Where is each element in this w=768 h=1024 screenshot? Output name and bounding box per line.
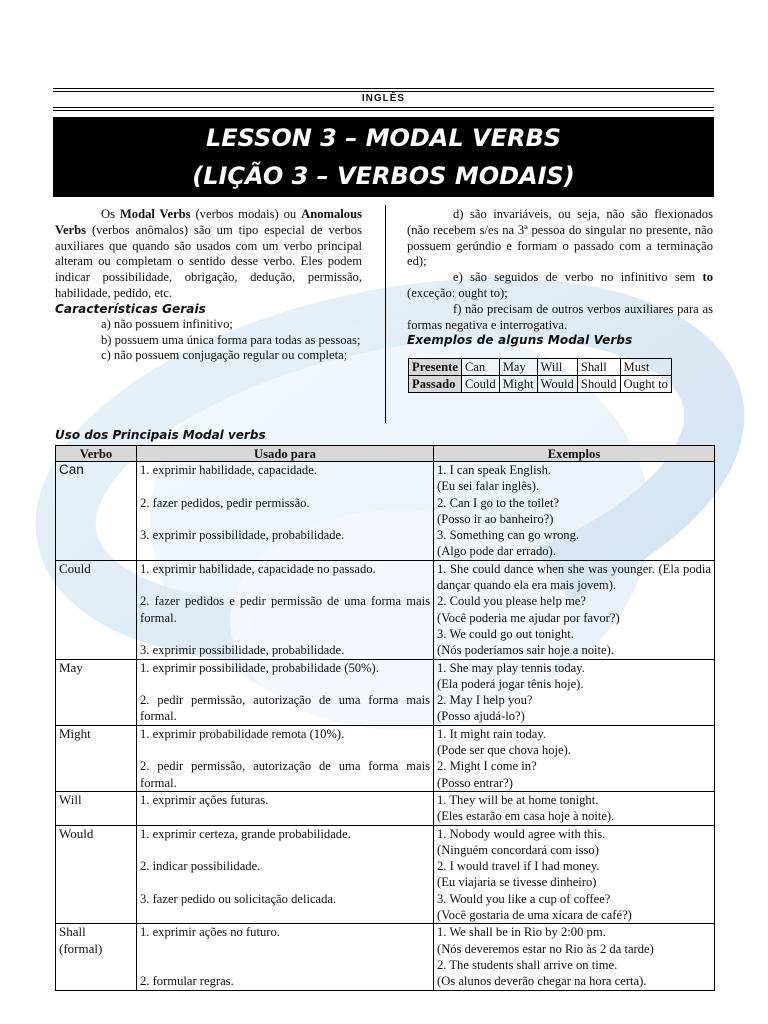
lesson-title: LESSON 3 – MODAL VERBS <box>205 124 562 152</box>
title-banner <box>53 117 714 197</box>
example-line: 3. Something can go wrong. <box>437 528 580 543</box>
use-item: 1. exprimir probabilidade remota (10%). <box>140 726 345 741</box>
column-header-uses: Usado para <box>137 446 434 462</box>
modal-usage-table <box>55 445 715 991</box>
char-e-text: e) são seguidos de verbo no infinitivo sem <box>453 270 703 285</box>
uses-cell <box>137 791 434 825</box>
example-line: 2. I would travel if I had money. <box>437 859 600 874</box>
uses-cell <box>137 725 434 791</box>
lesson-subtitle: (LIÇÃO 3 – VERBOS MODAIS) <box>192 162 575 190</box>
use-item: 1. exprimir possibilidade, probabilidade (50%). <box>140 660 379 675</box>
example-line: 2. May I help you? <box>437 693 533 708</box>
modal-cell: May <box>499 359 537 376</box>
examples-cell <box>434 560 715 659</box>
modal-cell: Could <box>461 376 499 393</box>
example-line: 1. She could dance when she was younger. (Ela podia dançar quando ela era mais jovem). <box>437 561 711 593</box>
example-line: (Posso ir ao banheiro?) <box>437 511 554 526</box>
verb-name: Shall <box>59 924 86 940</box>
use-item: 2. fazer pedidos, pedir permissão. <box>140 495 310 510</box>
uses-cell <box>137 659 434 725</box>
example-line: (Algo pode dar errado). <box>437 544 556 559</box>
example-line: (Nós poderíamos sair hoje a noite). <box>437 643 614 658</box>
example-line: 1. We shall be in Rio by 2:00 pm. <box>437 925 606 940</box>
modal-cell: Ought to <box>620 376 671 393</box>
characteristic-a: a) não possuem infinitivo; <box>101 316 233 331</box>
example-line: (Ela poderá jogar tênis hoje). <box>437 676 584 691</box>
example-line: (Você gostaria de uma xícara de café?) <box>437 908 632 923</box>
table-header-row <box>56 446 715 462</box>
char-e-text: (exceção: ought to); <box>407 285 508 300</box>
modal-cell: Can <box>461 359 499 376</box>
verb-note: (formal) <box>59 940 103 956</box>
use-item: 2. fazer pedidos e pedir permissão de uma forma mais formal. <box>140 594 430 625</box>
use-item: 2. pedir permissão, autorização de uma forma mais formal. <box>140 759 430 790</box>
example-line: 2. The students shall arrive on time. <box>437 957 618 972</box>
example-line: 1. It might rain today. <box>437 726 547 741</box>
example-line: (Eu viajaria se tivesse dinheiro) <box>437 875 597 890</box>
examples-cell <box>434 462 715 561</box>
characteristics-heading: Características Gerais <box>55 301 206 316</box>
uses-cell <box>137 924 434 990</box>
header-rule <box>53 91 714 92</box>
example-line: (Eu sei falar inglês). <box>437 479 540 494</box>
use-item: 2. indicar possibilidade. <box>140 859 261 874</box>
example-line: (Nós deveremos estar no Rio às 2 da tarde) <box>437 941 654 956</box>
intro-text: (verbos modais) ou <box>190 207 302 221</box>
modal-cell: Will <box>537 359 577 376</box>
table-row <box>56 462 715 561</box>
example-line: 3. Would you like a cup of coffee? <box>437 891 611 906</box>
past-row <box>409 376 672 393</box>
uso-heading: Uso dos Principais Modal verbs <box>55 428 266 442</box>
modal-cell: Should <box>577 376 620 393</box>
modal-cell: Must <box>620 359 671 376</box>
example-line: (Posso ajudá-lo?) <box>437 709 525 724</box>
example-line: 2. Can I go to the toilet? <box>437 495 560 510</box>
example-line: (Você poderia me ajudar por favor?) <box>437 610 620 625</box>
example-line: (Eles estarão em casa hoje à noite). <box>437 809 615 824</box>
example-line: (Posso entrar?) <box>437 775 513 790</box>
use-item: 1. exprimir habilidade, capacidade no passado. <box>140 561 376 576</box>
verb-cell: Might <box>56 725 137 791</box>
examples-cell <box>434 924 715 990</box>
characteristic-c: c) não possuem conjugação regular ou completa; <box>101 348 348 363</box>
examples-cell <box>434 825 715 924</box>
table-row <box>56 791 715 825</box>
left-column <box>55 207 362 364</box>
intro-paragraph <box>55 207 362 302</box>
verb-cell <box>56 924 137 990</box>
example-line: 2. Could you please help me? <box>437 594 586 609</box>
characteristic-e <box>407 270 713 302</box>
subject-label: INGLÊS <box>361 93 406 104</box>
column-divider <box>385 205 386 423</box>
example-line: 1. She may play tennis today. <box>437 660 585 675</box>
present-row <box>409 359 672 376</box>
table-row <box>56 560 715 659</box>
examples-heading: Exemplos de alguns Modal Verbs <box>407 333 633 348</box>
examples-cell <box>434 659 715 725</box>
use-item: 1. exprimir habilidade, capacidade. <box>140 463 317 477</box>
example-line: (Pode ser que chova hoje). <box>437 743 571 758</box>
uses-cell <box>137 462 434 561</box>
right-column <box>407 207 713 348</box>
characteristic-f: f) não precisam de outros verbos auxiliares para as formas negativa e interrogativa. <box>407 301 713 332</box>
example-line: (Os alunos deverão chegar na hora certa). <box>437 974 647 989</box>
characteristic-b: b) possuem uma única forma para todas as pessoas; <box>101 332 361 347</box>
table-row <box>56 924 715 990</box>
examples-cell <box>434 725 715 791</box>
use-item: 3. exprimir possibilidade, probabilidade. <box>140 643 345 658</box>
example-line: 1. They will be at home tonight. <box>437 792 599 807</box>
column-header-examples: Exemplos <box>434 446 715 462</box>
header-rule <box>53 110 714 111</box>
intro-text: Os <box>101 207 120 221</box>
use-item: 1. exprimir ações no futuro. <box>140 925 280 940</box>
example-line: 2. Might I come in? <box>437 759 537 774</box>
table-row <box>56 825 715 924</box>
intro-text: (verbos anômalos) são um tipo especial de verbos auxiliares que quando são usados com um verbo principal alteram ou completam o sentido desse verbo. Eles podem indicar possibilidade, obrigação, dedução, permissão, habilidade, pedido, etc. <box>55 222 362 300</box>
present-label: Presente <box>409 359 462 376</box>
use-item: 3. exprimir possibilidade, probabilidade. <box>140 528 345 543</box>
char-e-term: to <box>702 270 713 285</box>
intro-term: Anomalous Verbs <box>55 207 363 237</box>
use-item: 1. exprimir ações futuras. <box>140 792 269 807</box>
characteristic-d: d) são invariáveis, ou seja, não são flexionados (não recebem s/es na 3ª pessoa do singular no presente, não possuem gerúndio e formam o passado com a terminação ed); <box>407 207 713 269</box>
intro-term: Modal Verbs <box>119 207 191 221</box>
verb-cell: Would <box>56 825 137 924</box>
modal-cell: Shall <box>577 359 620 376</box>
examples-cell <box>434 791 715 825</box>
past-label: Passado <box>409 376 462 393</box>
modal-cell: Might <box>499 376 537 393</box>
column-header-verb: Verbo <box>56 446 137 462</box>
modal-examples-table <box>408 358 672 393</box>
uses-cell <box>137 560 434 659</box>
header-rule <box>53 88 714 89</box>
example-line: (Ninguém concordará com isso) <box>437 842 599 857</box>
example-line: 3. We could go out tonight. <box>437 626 574 641</box>
verb-cell: May <box>56 659 137 725</box>
verb-cell: Can <box>56 462 137 561</box>
verb-cell: Will <box>56 791 137 825</box>
modal-cell: Would <box>537 376 577 393</box>
example-line: 1. Nobody would agree with this. <box>437 826 606 841</box>
header-rule <box>53 107 714 108</box>
use-item: 2. formular regras. <box>140 974 234 989</box>
table-row <box>56 659 715 725</box>
uses-cell <box>137 825 434 924</box>
use-item: 2. pedir permissão, autorização de uma forma mais formal. <box>140 693 430 724</box>
use-item: 1. exprimir certeza, grande probabilidade. <box>140 826 351 841</box>
example-line: 1. I can speak English. <box>437 463 552 477</box>
use-item: 3. fazer pedido ou solicitação delicada. <box>140 891 337 906</box>
verb-cell: Could <box>56 560 137 659</box>
table-row <box>56 725 715 791</box>
